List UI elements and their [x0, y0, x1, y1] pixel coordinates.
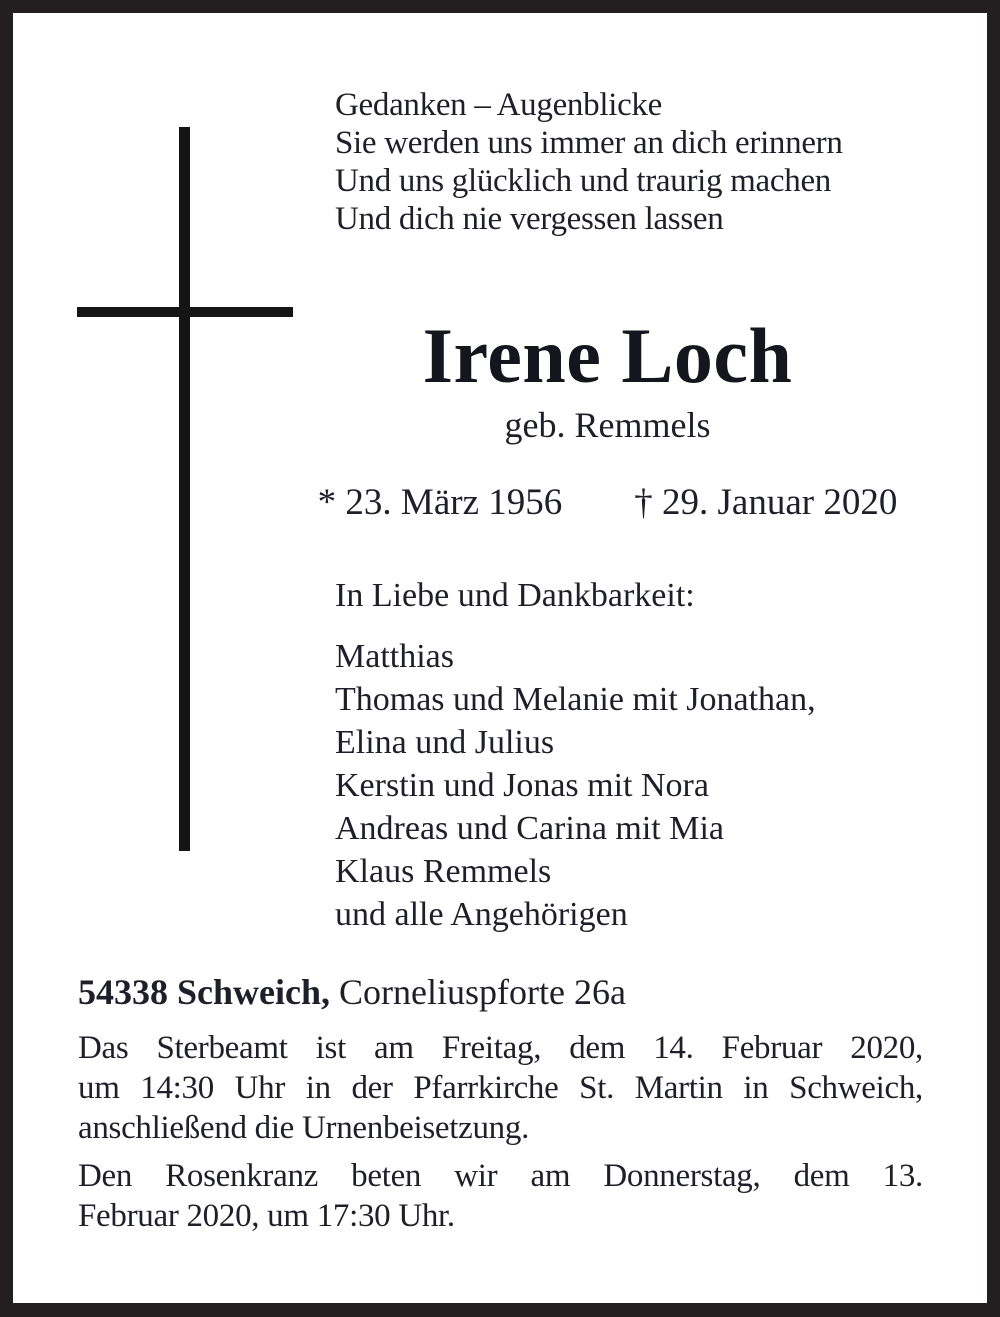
family-name-line: Elina und Julius	[335, 724, 555, 761]
maiden-name: geb. Remmels	[504, 405, 711, 445]
family-name-line: und alle Angehörigen	[335, 896, 628, 933]
cross-vertical-bar	[179, 127, 190, 851]
death-date: † 29. Januar 2020	[634, 482, 898, 523]
family-name-line: Klaus Remmels	[335, 853, 552, 890]
family-name-line: Kerstin und Jonas mit Nora	[335, 767, 709, 804]
family-names-list	[335, 635, 816, 936]
family-name-line: Matthias	[335, 638, 454, 675]
funeral-service-paragraph	[78, 1028, 923, 1148]
street-address: Corneliuspforte 26a	[330, 972, 626, 1012]
deceased-name: Irene Loch	[422, 312, 793, 399]
postal-city: 54338 Schweich,	[78, 972, 330, 1012]
rosary-line: Februar 2020, um 17:30 Uhr.	[78, 1198, 455, 1234]
memorial-poem	[335, 86, 843, 238]
cross-horizontal-bar	[77, 307, 293, 317]
poem-line: Sie werden uns immer an dich erinnern	[335, 125, 843, 161]
poem-line: Und dich nie vergessen lassen	[335, 201, 724, 237]
address-line	[78, 971, 626, 1013]
birth-date: * 23. März 1956	[317, 482, 563, 523]
family-intro: In Liebe und Dankbarkeit:	[335, 577, 695, 614]
service-line: anschließend die Urnenbeisetzung.	[78, 1110, 530, 1146]
service-line: um 14:30 Uhr in der Pfarrkirche St. Martin in Schweich,	[78, 1070, 923, 1106]
poem-line: Und uns glücklich und traurig machen	[335, 163, 831, 199]
family-name-line: Thomas und Melanie mit Jonathan,	[335, 681, 816, 718]
family-block	[335, 574, 816, 936]
life-dates	[300, 481, 915, 524]
service-line: Das Sterbeamt ist am Freitag, dem 14. Februar 2020,	[78, 1030, 923, 1066]
rosary-paragraph	[78, 1156, 923, 1236]
rosary-line: Den Rosenkranz beten wir am Donnerstag, dem 13.	[78, 1158, 923, 1194]
poem-line: Gedanken – Augenblicke	[335, 87, 662, 123]
family-name-line: Andreas und Carina mit Mia	[335, 810, 725, 847]
